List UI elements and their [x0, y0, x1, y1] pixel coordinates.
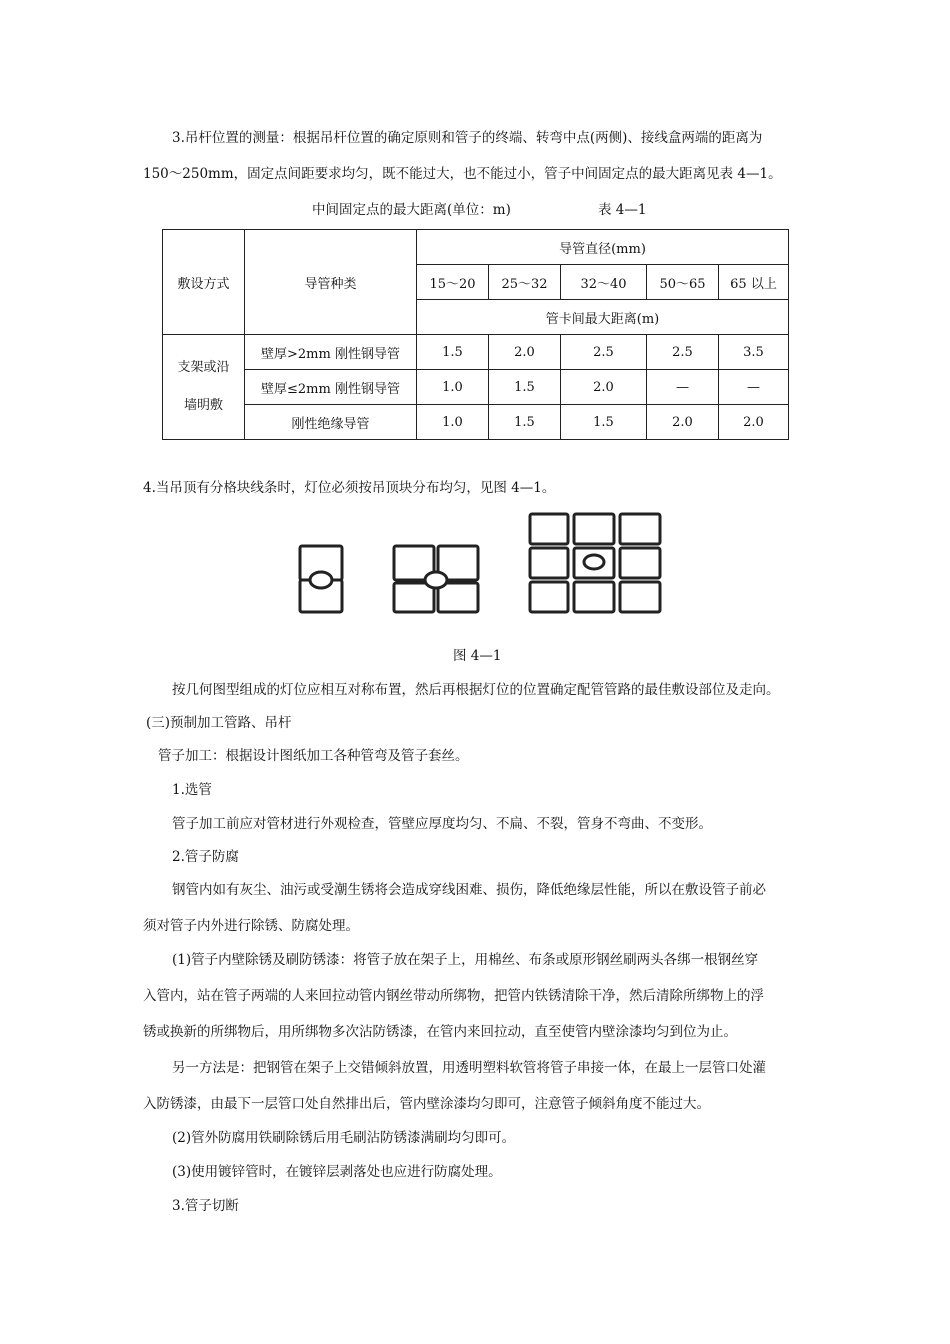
paragraph-hanger-measure-line1: 3.吊杆位置的测量：根据吊杆位置的确定原则和管子的终端、转弯中点(两侧)、接线盒两端的距离为	[172, 130, 763, 146]
lamp-icon	[425, 572, 447, 588]
value-cell: 2.0	[647, 405, 719, 440]
value-cell: —	[719, 370, 789, 405]
table-row	[163, 335, 789, 370]
pipe-type-cell: 刚性绝缘导管	[245, 405, 417, 440]
value-cell: 1.5	[561, 405, 647, 440]
value-cell: 1.5	[417, 335, 489, 370]
paragraph: 入防锈漆，由最下一层管口处自然排出后，管内壁涂漆均匀即可，注意管子倾斜角度不能过大。	[143, 1096, 710, 1112]
lamp-icon	[310, 572, 332, 588]
value-cell: 2.0	[561, 370, 647, 405]
header-diameter-cell: 15～20	[417, 265, 489, 300]
table-number: 表 4—1	[598, 202, 647, 218]
value-cell: 2.5	[647, 335, 719, 370]
header-diameter-cell: 65 以上	[719, 265, 789, 300]
header-diameter-cell: 50～65	[647, 265, 719, 300]
figure-4-1	[290, 506, 680, 624]
header-pipe-type: 导管种类	[245, 230, 417, 335]
value-cell: 2.0	[489, 335, 561, 370]
value-cell: 1.5	[489, 405, 561, 440]
paragraph: (1)管子内壁除锈及刷防锈漆：将管子放在架子上，用棉丝、布条或原形钢丝刷两头各绑一根钢丝穿	[172, 952, 759, 968]
value-cell: 1.0	[417, 405, 489, 440]
pipe-type-cell: 壁厚≤2mm 刚性钢导管	[245, 370, 417, 405]
section-heading: (三)预制加工管路、吊杆	[146, 715, 292, 731]
paragraph: 锈或换新的所绑物后，用所绑物多次沾防锈漆，在管内来回拉动，直至使管内壁涂漆均匀到位为止。	[143, 1024, 737, 1040]
header-diameter-cell: 32～40	[561, 265, 647, 300]
group-label-line1: 支架或沿	[177, 360, 230, 375]
value-cell: 3.5	[719, 335, 789, 370]
paragraph: (3)使用镀锌管时，在镀锌层剥落处也应进行防腐处理。	[172, 1164, 502, 1180]
subheading: 1.选管	[172, 782, 212, 798]
paragraph: (2)管外防腐用铁刷除锈后用毛刷沾防锈漆满刷均匀即可。	[172, 1130, 516, 1146]
subheading: 2.管子防腐	[172, 849, 239, 865]
header-diameter-cell: 25～32	[489, 265, 561, 300]
value-cell: 1.0	[417, 370, 489, 405]
table-caption: 中间固定点的最大距离(单位：m)	[312, 202, 511, 218]
header-diameter-title: 导管直径(mm)	[417, 230, 789, 265]
figure-caption: 图 4—1	[453, 648, 502, 664]
header-distance-title: 管卡间最大距离(m)	[417, 300, 789, 335]
group-label-line2: 墙明敷	[183, 398, 223, 413]
paragraph-hanger-measure-line2: 150～250mm，固定点间距要求均匀，既不能过大，也不能过小，管子中间固定点的最大距离见表 4—1。	[143, 166, 782, 182]
lamp-icon	[584, 555, 604, 569]
group-label-cell	[163, 335, 245, 440]
value-cell: 2.5	[561, 335, 647, 370]
table-row	[163, 405, 789, 440]
paragraph: 另一方法是：把钢管在架子上交错倾斜放置，用透明塑料软管将管子串接一体，在最上一层管口处灌	[172, 1060, 766, 1076]
paragraph: 须对管子内外进行除锈、防腐处理。	[143, 918, 359, 934]
paragraph: 管子加工前应对管材进行外观检查，管壁应厚度均匀、不扁、不裂，管身不弯曲、不变形。	[172, 816, 712, 832]
value-cell: —	[647, 370, 719, 405]
paragraph: 管子加工：根据设计图纸加工各种管弯及管子套丝。	[158, 748, 469, 764]
table-row	[163, 370, 789, 405]
paragraph-ceiling-grid: 4.当吊顶有分格块线条时，灯位必须按吊顶块分布均匀，见图 4—1。	[143, 480, 556, 496]
max-distance-table	[162, 229, 789, 440]
paragraph: 按几何图型组成的灯位应相互对称布置，然后再根据灯位的位置确定配管管路的最佳敷设部位及走向。	[172, 682, 780, 698]
paragraph: 入管内，站在管子两端的人来回拉动管内钢丝带动所绑物，把管内铁锈清除干净，然后清除所绑物上的浮	[143, 988, 764, 1004]
subheading: 3.管子切断	[172, 1198, 239, 1214]
ceiling-lamp-layout-diagram	[290, 506, 680, 624]
value-cell: 2.0	[719, 405, 789, 440]
header-laying-method: 敷设方式	[163, 230, 245, 335]
value-cell: 1.5	[489, 370, 561, 405]
pipe-type-cell: 壁厚>2mm 刚性钢导管	[245, 335, 417, 370]
paragraph: 钢管内如有灰尘、油污或受潮生锈将会造成穿线困难、损伤，降低绝缘层性能，所以在敷设管子前必	[172, 882, 766, 898]
